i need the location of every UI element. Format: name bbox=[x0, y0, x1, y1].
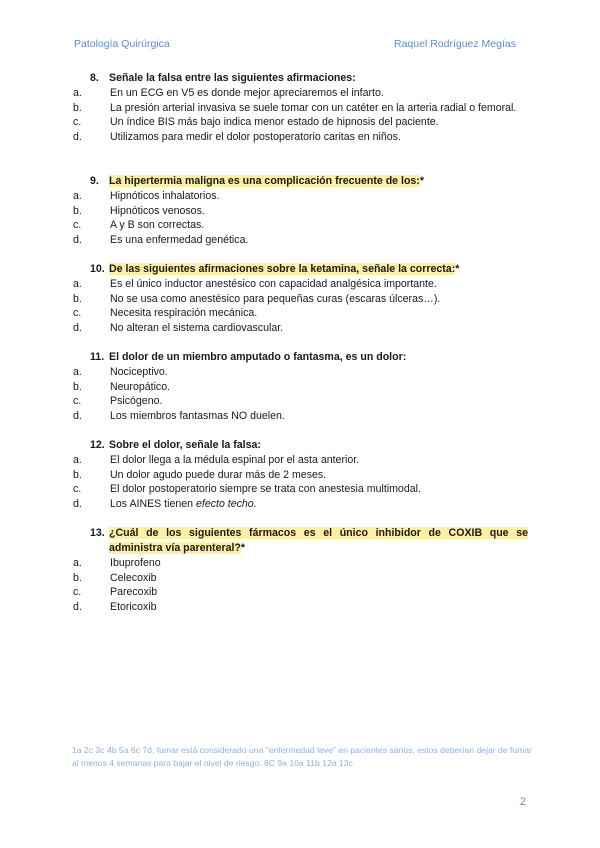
option-b: b. Un dolor agudo puede durar más de 2 meses. bbox=[73, 468, 327, 481]
header-course-title: Patología Quirúrgica bbox=[74, 38, 170, 50]
option-list bbox=[73, 86, 528, 144]
question-12 bbox=[73, 438, 528, 511]
question-title bbox=[90, 526, 528, 556]
question-title bbox=[90, 350, 528, 365]
option-d: d. Utilizamos para medir el dolor postoperatorio caritas en niños. bbox=[73, 130, 401, 143]
option-a: a. Es el único inductor anestésico con capacidad analgésica importante. bbox=[73, 278, 437, 290]
question-text: El dolor de un miembro amputado o fantasma, es un dolor: bbox=[109, 351, 407, 363]
question-text-highlighted: De las siguientes afirmaciones sobre la ketamina, señale la correcta: bbox=[109, 263, 456, 275]
option-d: d. Etoricoxib bbox=[73, 600, 157, 613]
header-author-name: Raquel Rodríguez Megías bbox=[394, 38, 516, 50]
option-a: a. El dolor llega a la médula espinal por el asta anterior. bbox=[73, 454, 360, 466]
option-a: a. En un ECG en V5 es donde mejor apreciaremos el infarto. bbox=[73, 87, 384, 99]
option-a: a. Ibuprofeno bbox=[73, 557, 161, 569]
question-number: 12. bbox=[90, 439, 105, 451]
answer-key-footnote: 1a 2c 3c 4b 5a 6c 7d, fumar está considerado una "enfermedad leve" en pacientes sanos, estos deberían dejar de fumar al menos 4 semanas para bajar el nivel de riesgo. 8C 9a 10a 11b 12a 13c bbox=[72, 745, 532, 768]
option-b: b. No se usa como anestésico para pequeñas curas (escaras úlceras…). bbox=[73, 292, 441, 305]
option-list bbox=[73, 365, 528, 423]
question-9 bbox=[73, 174, 528, 247]
question-11 bbox=[73, 350, 528, 423]
option-d: d. Los miembros fantasmas NO duelen. bbox=[73, 409, 285, 422]
question-number: 9. bbox=[90, 175, 99, 187]
option-b: b. Celecoxib bbox=[73, 571, 157, 584]
question-number: 10. bbox=[90, 263, 105, 275]
question-number: 11. bbox=[90, 351, 105, 363]
option-b: b. Neuropático. bbox=[73, 380, 171, 393]
option-d: d. Es una enfermedad genética. bbox=[73, 233, 249, 246]
option-list bbox=[73, 277, 528, 335]
question-13 bbox=[73, 526, 528, 614]
option-c: c. Un índice BIS más bajo indica menor estado de hipnosis del paciente. bbox=[73, 116, 439, 129]
option-list bbox=[73, 556, 528, 614]
option-c: c. Parecoxib bbox=[73, 586, 158, 599]
option-c: c. Psicógeno. bbox=[73, 395, 163, 408]
question-text-highlighted: La hipertermia maligna es una complicación frecuente de los: bbox=[109, 175, 420, 187]
option-c: c. Necesita respiración mecánica. bbox=[73, 307, 258, 320]
question-title bbox=[90, 71, 528, 86]
option-d: d. Los AINES tienen efecto techo. bbox=[73, 497, 257, 510]
question-number: 13. bbox=[90, 527, 105, 539]
question-8 bbox=[73, 71, 528, 144]
option-c: c. El dolor postoperatorio siempre se trata con anestesia multimodal. bbox=[73, 483, 421, 496]
option-italic-term: efecto techo. bbox=[195, 497, 257, 510]
question-10 bbox=[73, 262, 528, 335]
option-a: a. Nociceptivo. bbox=[73, 366, 168, 378]
option-a: a. Hipnóticos inhalatorios. bbox=[73, 190, 220, 202]
option-list bbox=[73, 189, 528, 247]
question-title bbox=[90, 174, 528, 189]
question-mark: * bbox=[240, 542, 246, 554]
page-number: 2 bbox=[519, 796, 526, 808]
option-b: b. Hipnóticos venosos. bbox=[73, 204, 205, 217]
question-text-highlighted: ¿Cuál de los siguientes fármacos es el único inhibidor de COXIB que se administra vía parenteral? bbox=[109, 527, 528, 554]
option-list bbox=[73, 453, 528, 511]
question-title bbox=[90, 262, 528, 277]
question-number: 8. bbox=[90, 72, 99, 84]
question-title bbox=[90, 438, 528, 453]
question-mark: * bbox=[419, 175, 424, 187]
question-text: Señale la falsa entre las siguientes afirmaciones: bbox=[109, 72, 356, 84]
question-mark: * bbox=[455, 263, 460, 275]
question-text: Sobre el dolor, señale la falsa: bbox=[109, 439, 261, 451]
option-d: d. No alteran el sistema cardiovascular. bbox=[73, 321, 284, 334]
option-b: b. La presión arterial invasiva se suele tomar con un catéter en la arteria radial o femoral. bbox=[73, 101, 517, 114]
option-c: c. A y B son correctas. bbox=[73, 219, 205, 232]
